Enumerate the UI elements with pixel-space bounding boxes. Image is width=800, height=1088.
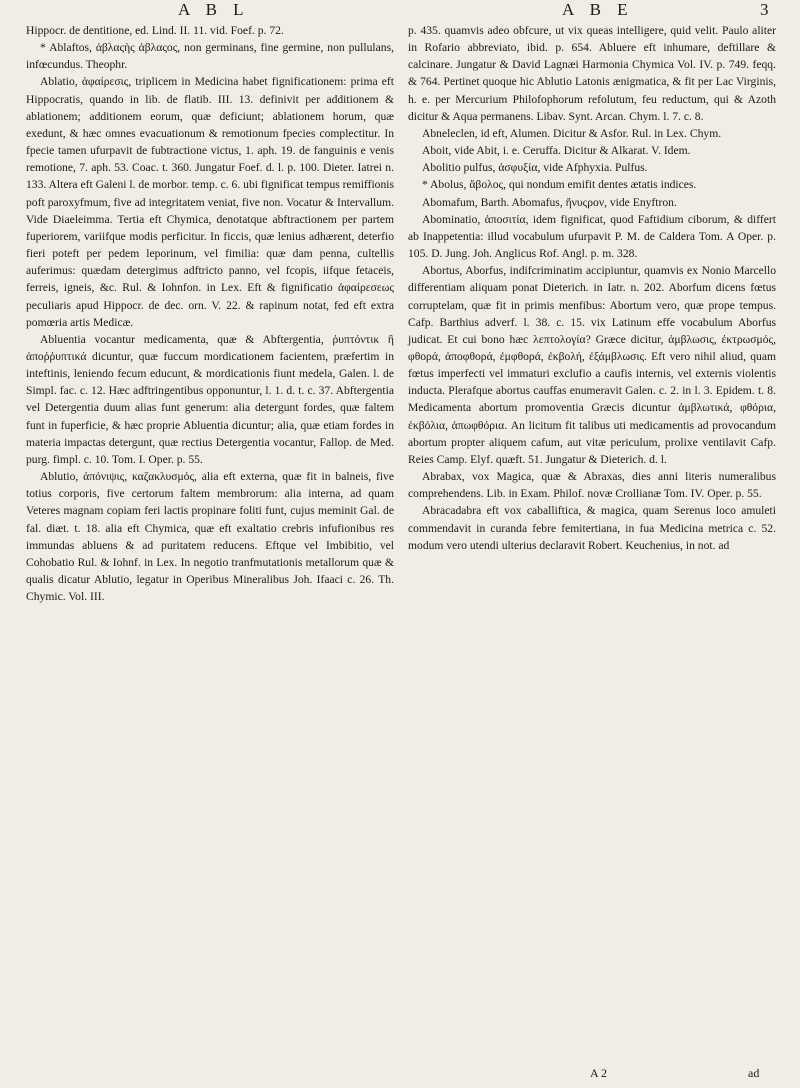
page-number: 3 bbox=[760, 0, 769, 19]
entry-ablastos: * Ablaftos, ἀβλαςὴς ἀβλαςος, non germinans, fine germine, non pullulans, infœcundus. Theophr. bbox=[26, 41, 394, 72]
entry-abrabax: Abrabax, vox Magica, quæ & Abraxas, dies anni literis numeralibus comprehendens. Lib. in Exam. Philof. novæ Crollianæ Tom. IV. Oper. p. 55. bbox=[408, 470, 776, 501]
entry-abortus: Abortus, Aborfus, indifcriminatim accipiuntur, quamvis ex Nonio Marcello differentiam aliquam ponat Dieterich. in Iatr. n. 202. Aborfum dicens fœtus corruptelam, quæ fit in primis menfibus: Abortum vero, quæ prope tempus. Cafp. Barthius adverf. l. 38. c. 15. vix Latinum effe vocabulum Aborfus judicat. Et cui bono hæc λεπτολογία? Græce dicitur, ἀμβλωσις, ἐκτρωσμός, φθορά, ἀποφθορά, ἐμφθορά, ἐκβολή, ἐξάμβλωσις. Eft vero nihil aliud, quam fœtus imperfecti vel immaturi exclufio a caufis internis, vel externis violentis inducta. Plerafque abortus cauffas enumeravit Galen. c. 2. in l. 3. Epidem. t. 8. Medicamenta abortum promoventia Græcis dicuntur ἀμβλωτικά, φθόρια, ἐκβόλια, ἀπωφθόρια. An licitum fit talibus uti medicamentis ad provocandum abortum propter aliquem cafum, aut vitæ periculum, prolixe ventilavit Cafp. Reies Camp. Elyf. quæft. 51. Jungatur & Dieterich. d. l. bbox=[408, 264, 776, 466]
entry-ablutio: Ablutio, ἀπόνιψις, καζακλυσμός, alia eft externa, quæ fit in balneis, five totius corporis, five certorum faltem membrorum: alia interna, ad quam Veteres magnam copiam feri lactis propinare foliti funt, cujus meminit Gal. de fal. diæt. t. 18. alia eft Chymica, quæ eft exaltatio crebris infufionibus res immundas abluens & ad puritatem reducens. Eftque vel Imbibitio, vel Cohobatio Rul. & Iohnf. in Lex. In negotio tranfmutationis metallorum quæ & qualis dicatur Ablutio, legatur in Operibus Mineralibus Joh. Ifaaci c. 26. Th. Chymic. Vol. III. bbox=[26, 470, 394, 604]
right-column bbox=[408, 22, 776, 554]
header-right: A B E bbox=[562, 0, 634, 19]
left-column bbox=[26, 22, 394, 605]
entry-abolitio-pulfus: Abolitio pulfus, ἀσφυξία, vide Afphyxia. Pulfus. bbox=[422, 161, 648, 175]
signature-mark: A 2 bbox=[590, 1066, 608, 1080]
entry-continuation: Hippocr. de dentitione, ed. Lind. II. 11. vid. Foef. p. 72. bbox=[26, 24, 284, 37]
entry-abluentia: Abluentia vocantur medicamenta, quæ & Abftergentia, ῥυπτόντικ ἢ ἀποῤῥυπτικά dicuntur, quæ fuccum mordicationem facientem, præfertim in inteftinis, leniendo fecum educunt, & mordicationis fiunt medela, Galen. l. de Simpl. fac. c. 12. Hæc adftringentibus opponuntur, l. 1. d. t. c. 37. Abftergentia vel Detergentia duum alias funt generum: alia detergunt fordes, quæ faltem funt in fuperficie, & hæc proprie Abluentia dicuntur; alia, quæ etiam fordes in materia impactas detergunt, quæ rectius Detergentia vocantur, Fallop. de Med. purg. fimpl. c. 10. Tom. I. Oper. p. 55. bbox=[26, 332, 394, 466]
entry-abominatio: Abominatio, ἀποσιτία, idem fignificat, quod Faftidium ciborum, & differt ab Inappetentia: illud vocabulum ufurpavit P. M. de Caldera Tom. A Oper. p. 105. D. Jung. Joh. Anglicus Rof. Angl. p. m. 328. bbox=[408, 212, 776, 261]
entry-ablatio: Ablatio, ἀφαίρεσις, triplicem in Medicina habet fignificationem: prima eft Hippocratis, quando in lib. de flatib. III. 13. definivit per additionem & ablationem; additionem eorum, quæ deficiunt; ablationem horum, quæ exedunt, & hæc omnes evacuationum & remotionum fpecies complectitur. In fpecie tamen ufurpavit de fubtractione victus, 1. aph. 19. de fanguinis e venis remotione, 7. aph. 53. Coac. t. 360. Jungatur Foef. d. l. p. 100. Dieter. Iatrei n. 133. Altera eft Galeni l. de morbor. temp. c. 6. ubi fignificat tempus remiffionis poft paroxyfmum, five ad integritatem veniat, five non. Vocatur & Intervallum. Vide Diaeleimma. Tertia eft Chymica, denotatque abftractionem per partem fuperiorem, variifque modis perficitur. In ficcis, quæ lenius adhærent, deterfio fieri poteft per pedem leporinum, vel fimilia: quæ dam penna, cultellis auferimus: quædam detergimus adftricto panno, vel fcopis, iifque fetaceis, ferreis, igneis, &c. Rul. & Iohnfon. in Lex. Eft & fignificatio ἀφαίρεσεως peculiaris apud Hippocr. de dec. orn. V. 22. & rapinum notat, fed eft extra pomœria artis Medicæ. bbox=[26, 75, 394, 329]
catchword: ad bbox=[748, 1066, 760, 1080]
running-header bbox=[0, 0, 800, 24]
entry-abneleclen: Abneleclen, id eft, Alumen. Dicitur & Asfor. Rul. in Lex. Chym. bbox=[422, 126, 722, 140]
entry-abracadabra: Abracadabra eft vox caballiftica, & magica, quam Serenus loco amuleti commendavit in curanda febre femitertiana, in fua Medicina metrica c. 52. modum vero utendi ulterius declaravit Robert. Keuchenius, in not. ad bbox=[408, 504, 776, 552]
entry-aboit: Aboit, vide Abit, i. e. Ceruffa. Dicitur & Alkarat. V. Idem. bbox=[422, 144, 691, 158]
entry-abolus: * Abolus, ἄβολος, qui nondum emifit dentes ætatis indices. bbox=[422, 178, 697, 192]
entry-abomafum: Abomafum, Barth. Abomafus, ἤνυςρον, vide Enyftron. bbox=[422, 195, 677, 209]
header-left: A B L bbox=[178, 0, 250, 19]
entry-ablutio-continued: p. 435. quamvis adeo obfcure, ut vix queas intelligere, quid velit. Paulo aliter in Rofario abbreviato, ibid. p. 654. Abluere eft inhumare, deftillare & calcinare. Jungatur & David Lagnæi Harmonia Chymica Vol. IV. p. 749. feqq. & 764. Pertinet quoque hic Ablutio Latonis ænigmatica, & fit per Lac Virginis, h. e. per Mercurium Philofophorum refolutum, feu reductum, qui & Azoth dicitur & Aqua permanens. Libav. Synt. Arcan. Chym. l. 7. c. 8. bbox=[408, 24, 776, 123]
